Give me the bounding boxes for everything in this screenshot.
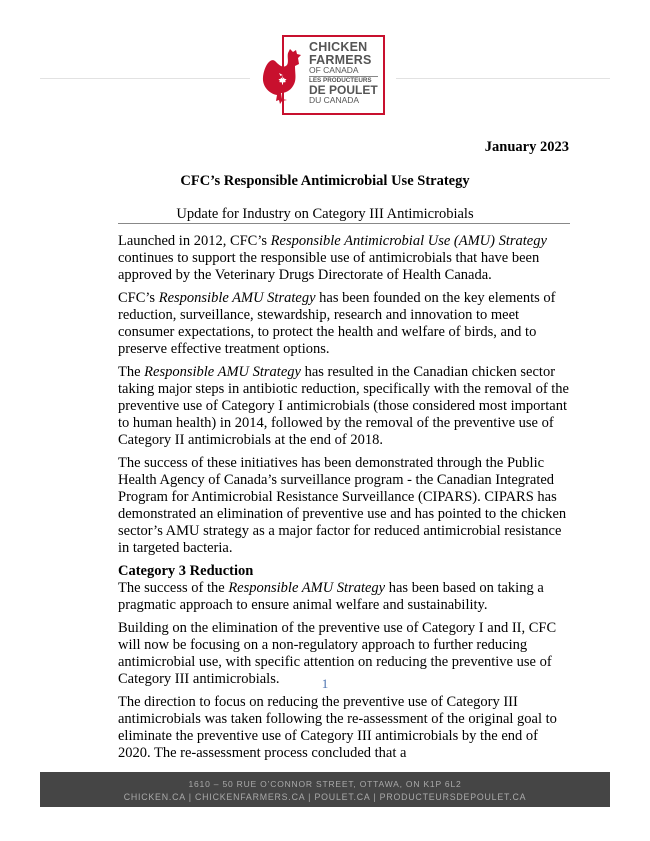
chicken-icon xyxy=(260,47,310,109)
header-divider-left xyxy=(40,78,250,79)
paragraph: The success of these initiatives has been demonstrated through the Public Health Agency of Canada’s surveillance program - the Canadian Integrated Program for Antimicrobial Resistance Surveillance (CIPARS). CIPARS has demonstrated an elimination of preventive use and has pointed to the chicken sector’s AMU strategy as a major factor for reduced antimicrobial resistance in targeted bacteria. xyxy=(118,455,567,556)
italic-text: Responsible AMU Strategy xyxy=(144,364,301,380)
logo-text: CHICKEN xyxy=(309,40,368,54)
paragraph xyxy=(118,580,574,614)
text: continues to support the responsible use of antimicrobials that have been approved by the Veterinary Drugs Directorate of Health Canada. xyxy=(118,250,540,283)
title-divider xyxy=(118,223,570,224)
paragraph xyxy=(118,233,574,284)
footer-address: 1610 – 50 RUE O’CONNOR STREET, OTTAWA, ON K1P 6L2 xyxy=(188,779,462,789)
document-subtitle: Update for Industry on Category III Antimicrobials xyxy=(176,206,474,222)
text: CFC’s xyxy=(118,290,159,306)
paragraph xyxy=(118,290,574,358)
document-title: CFC’s Responsible Antimicrobial Use Strategy xyxy=(180,173,470,189)
header-divider-right xyxy=(396,78,610,79)
logo-text: FARMERS xyxy=(309,52,372,67)
logo-text: DE POULET xyxy=(309,82,378,97)
italic-text: Responsible AMU Strategy xyxy=(228,580,386,596)
italic-text: Responsible AMU Strategy xyxy=(158,290,316,306)
text: The xyxy=(118,364,145,380)
paragraph xyxy=(118,364,574,449)
logo-text: OF CANADA xyxy=(309,66,378,77)
text: Launched in 2012, CFC’s xyxy=(118,233,271,249)
chicken-farmers-logo xyxy=(282,35,385,115)
page-number: 1 xyxy=(321,676,329,691)
paragraph: Building on the elimination of the preventive use of Category I and II, CFC will now be focusing on a non-regulatory approach to further reducing antimicrobial use, with specific attention on reducing the preventive use of Category III antimicrobials. xyxy=(118,620,557,687)
section-heading: Category 3 Reduction xyxy=(118,563,254,579)
footer xyxy=(40,772,610,807)
document-date: January 2023 xyxy=(484,139,569,155)
logo-text: LES PRODUCTEURS xyxy=(309,76,372,84)
text: has resulted in the Canadian chicken sector taking major steps in antibiotic reduction, specifically with the removal of the preventive use of Category I antimicrobials (those considered most important to human health) in 2014, followed by the removal of the preventive use of Category II antimicrobials at the end of 2018. xyxy=(118,364,569,448)
footer-links: CHICKEN.CA | CHICKENFARMERS.CA | POULET.CA | PRODUCTEURSDEPOULET.CA xyxy=(123,792,527,802)
logo-text: DU CANADA xyxy=(309,94,360,105)
paragraph: The direction to focus on reducing the preventive use of Category III antimicrobials was taken following the re-assessment of the original goal to eliminate the preventive use of Category III antimicrobials by the end of 2020. The re-assessment process concluded that a xyxy=(118,694,557,761)
text: has been based on taking a pragmatic approach to ensure animal welfare and sustainability. xyxy=(118,580,544,613)
text: The success of the xyxy=(118,580,229,596)
text: has been founded on the key elements of reduction, surveillance, stewardship, research and innovation to meet consumer expectations, to protect the health and welfare of birds, and to preserve effective treatment options. xyxy=(118,290,556,357)
italic-text: Responsible Antimicrobial Use (AMU) Strategy xyxy=(270,233,547,249)
